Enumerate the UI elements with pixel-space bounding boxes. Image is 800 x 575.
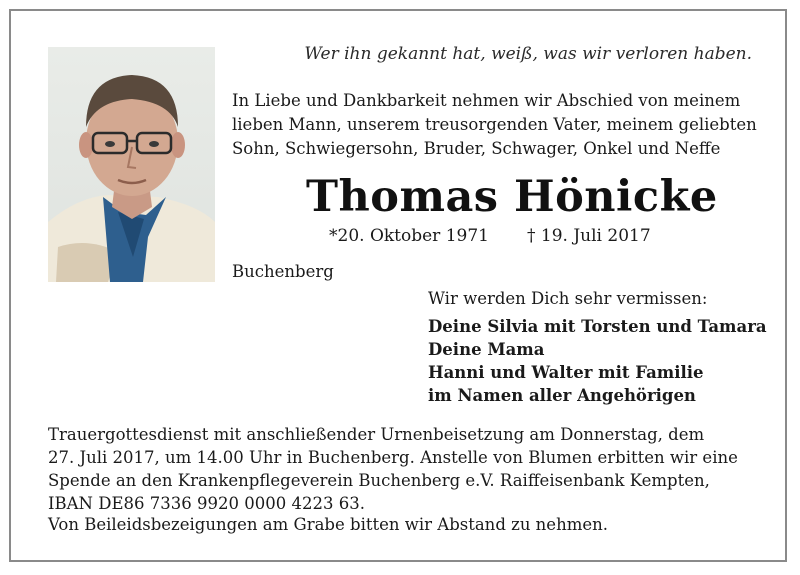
- death-date: † 19. Juli 2017: [527, 226, 651, 246]
- intro-text: [232, 89, 757, 161]
- miss-text: Wir werden Dich sehr vermissen:: [428, 289, 708, 308]
- intro-line: In Liebe und Dankbarkeit nehmen wir Abschied von meinem: [232, 91, 741, 110]
- service-line: Spende an den Krankenpflegeverein Buchenberg e.V. Raiffeisenbank Kempten,: [48, 471, 710, 490]
- mourners-list: [428, 315, 767, 407]
- service-line: 27. Juli 2017, um 14.00 Uhr in Buchenberg. Anstelle von Blumen erbitten wir eine: [48, 448, 738, 467]
- mourner-line: Deine Silvia mit Torsten und Tamara: [428, 317, 767, 336]
- place-name: Buchenberg: [232, 262, 334, 281]
- motto-quote: Wer ihn gekannt hat, weiß, was wir verloren haben.: [304, 44, 752, 64]
- condolence-note: Von Beileidsbezeigungen am Grabe bitten wir Abstand zu nehmen.: [48, 515, 608, 534]
- deceased-name: Thomas Hönicke: [306, 172, 718, 222]
- portrait-photo: [48, 47, 215, 282]
- intro-line: lieben Mann, unserem treusorgenden Vater, meinem geliebten: [232, 115, 757, 134]
- service-line: IBAN DE86 7336 9920 0000 4223 63.: [48, 494, 365, 513]
- mourner-line: Hanni und Walter mit Familie: [428, 363, 704, 382]
- mourner-line: im Namen aller Angehörigen: [428, 386, 696, 405]
- birth-date: *20. Oktober 1971: [329, 226, 489, 246]
- service-line: Trauergottesdienst mit anschließender Urnenbeisetzung am Donnerstag, dem: [48, 425, 705, 444]
- mourner-line: Deine Mama: [428, 340, 545, 359]
- intro-line: Sohn, Schwiegersohn, Bruder, Schwager, Onkel und Neffe: [232, 139, 721, 158]
- service-info: [48, 423, 748, 515]
